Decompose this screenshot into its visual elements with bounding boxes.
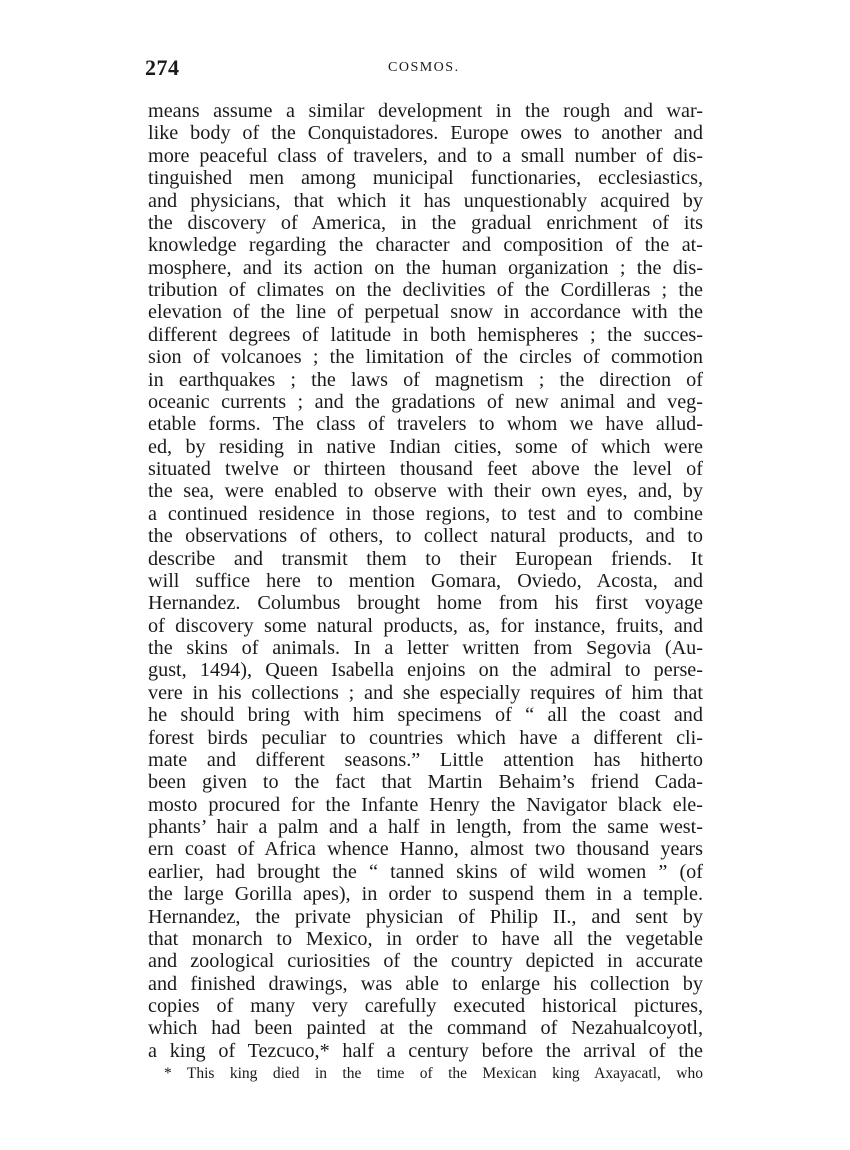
text-line: the skins of animals. In a letter written from Segovia (Au-: [148, 637, 703, 659]
text-line: and finished drawings, was able to enlarge his collection by: [148, 972, 703, 995]
text-line: a continued residence in those regions, to test and to combine: [148, 502, 703, 525]
text-line: tribution of climates on the declivities of the Cordilleras ; the: [148, 279, 703, 301]
footnote-line: * This king died in the time of the Mexican king Axayacatl, who: [164, 1065, 703, 1082]
text-line: the sea, were enabled to observe with their own eyes, and, by: [148, 480, 703, 503]
text-line: a king of Tezcuco,* half a century before the arrival of the: [148, 1039, 703, 1062]
text-line: mosphere, and its action on the human organization ; the dis-: [148, 256, 703, 279]
text-line: like body of the Conquistadores. Europe owes to another and: [148, 122, 703, 145]
text-line: situated twelve or thirteen thousand feet above the level of: [148, 458, 703, 480]
body-text: [148, 100, 703, 1062]
text-line: Hernandez, the private physician of Philip II., and sent by: [148, 905, 703, 928]
text-line: different degrees of latitude in both hemispheres ; the succes-: [148, 323, 703, 346]
text-line: phants’ hair a palm and a half in length, from the same west-: [148, 816, 703, 838]
text-line: Hernandez. Columbus brought home from his first voyage: [148, 592, 703, 615]
text-line: knowledge regarding the character and composition of the at-: [148, 234, 703, 257]
text-line: describe and transmit them to their European friends. It: [148, 547, 703, 570]
text-line: will suffice here to mention Gomara, Oviedo, Acosta, and: [148, 569, 703, 592]
text-line: of discovery some natural products, as, for instance, fruits, and: [148, 614, 703, 637]
text-line: been given to the fact that Martin Behaim’s friend Cada-: [148, 771, 703, 794]
text-line: and zoological curiosities of the country depicted in accurate: [148, 950, 703, 973]
text-line: the observations of others, to collect natural products, and to: [148, 525, 703, 548]
text-line: sion of volcanoes ; the limitation of the circles of commotion: [148, 346, 703, 369]
text-line: the large Gorilla apes), in order to suspend them in a temple.: [148, 883, 703, 906]
text-line: and physicians, that which it has unquestionably acquired by: [148, 189, 703, 212]
page-header: [145, 55, 705, 85]
text-line: elevation of the line of perpetual snow in accordance with the: [148, 301, 703, 324]
text-line: the discovery of America, in the gradual enrichment of its: [148, 211, 703, 234]
text-line: forest birds peculiar to countries which have a different cli-: [148, 726, 703, 749]
text-line: copies of many very carefully executed historical pictures,: [148, 995, 703, 1017]
text-line: in earthquakes ; the laws of magnetism ; the direction of: [148, 368, 703, 391]
text-line: ed, by residing in native Indian cities, some of which were: [148, 435, 703, 458]
footnote: [148, 1064, 703, 1084]
running-head: COSMOS.: [388, 60, 460, 75]
text-line: ern coast of Africa whence Hanno, almost two thousand years: [148, 838, 703, 861]
text-line: mosto procured for the Infante Henry the Navigator black ele-: [148, 793, 703, 816]
text-line: which had been painted at the command of Nezahualcoyotl,: [148, 1017, 703, 1040]
text-line: oceanic currents ; and the gradations of new animal and veg-: [148, 390, 703, 413]
page-number: 274: [145, 55, 180, 80]
text-line: means assume a similar development in the rough and war-: [148, 100, 703, 122]
text-line: tinguished men among municipal functionaries, ecclesiastics,: [148, 167, 703, 190]
text-line: earlier, had brought the “ tanned skins of wild women ” (of: [148, 860, 703, 883]
text-line: gust, 1494), Queen Isabella enjoins on the admiral to perse-: [148, 659, 703, 682]
text-line: vere in his collections ; and she especially requires of him that: [148, 681, 703, 704]
text-line: he should bring with him specimens of “ all the coast and: [148, 704, 703, 727]
text-line: etable forms. The class of travelers to whom we have allud-: [148, 413, 703, 436]
text-line: that monarch to Mexico, in order to have all the vegetable: [148, 927, 703, 950]
text-line: more peaceful class of travelers, and to a small number of dis-: [148, 144, 703, 167]
text-line: mate and different seasons.” Little attention has hitherto: [148, 748, 703, 771]
